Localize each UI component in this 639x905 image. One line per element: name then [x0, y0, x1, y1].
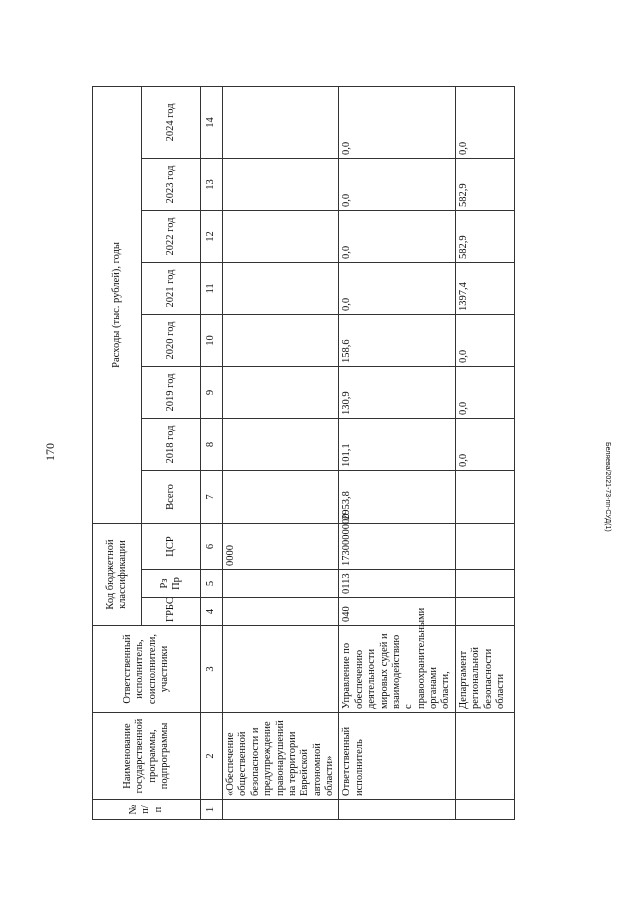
cell-2024: 0,0 — [455, 86, 514, 158]
cell-2021 — [223, 262, 339, 314]
col-num: 9 — [201, 366, 223, 418]
header-name: Наименование государственной программы, подпрограммы — [93, 713, 201, 800]
table-row — [455, 86, 514, 819]
col-num: 3 — [201, 626, 223, 713]
cell-responsible — [223, 626, 339, 713]
cell-no — [339, 800, 455, 820]
col-num: 4 — [201, 598, 223, 626]
cell-name: Ответственный исполнитель — [339, 713, 455, 800]
cell-grbs — [455, 598, 514, 626]
cell-2022: 0,0 — [339, 210, 455, 262]
cell-2020: 0,0 — [455, 314, 514, 366]
header-responsible: Ответственный исполнитель, соисполнители, участники — [93, 626, 201, 713]
header-2021: 2021 год — [142, 262, 201, 314]
col-num: 1 — [201, 800, 223, 820]
col-num: 6 — [201, 523, 223, 569]
rotated-table-container — [92, 87, 530, 820]
cell-no — [455, 800, 514, 820]
cell-responsible: Департамент региональной безопасности области — [455, 626, 514, 713]
header-total: Всего — [142, 470, 201, 523]
col-num: 5 — [201, 570, 223, 598]
page-number: 170 — [43, 443, 57, 461]
col-num: 11 — [201, 262, 223, 314]
cell-2024: 0,0 — [339, 86, 455, 158]
document-code: Беляева/2021-73-пп-СУД(1) — [604, 442, 611, 532]
col-num: 10 — [201, 314, 223, 366]
header-grbs: ГРБС — [142, 598, 201, 626]
cell-name: «Обеспечение общественной безопасности и предупреждение правонарушений на территории Еврейской автономной области» — [223, 713, 339, 800]
cell-no — [223, 800, 339, 820]
header-2023: 2023 год — [142, 158, 201, 210]
cell-2018: 101,1 — [339, 418, 455, 470]
header-no: № п/п — [93, 800, 201, 820]
col-num: 8 — [201, 418, 223, 470]
header-2018: 2018 год — [142, 418, 201, 470]
cell-2023: 582,9 — [455, 158, 514, 210]
header-rzpr: Рз Пр — [142, 570, 201, 598]
col-num: 13 — [201, 158, 223, 210]
col-num: 14 — [201, 86, 223, 158]
cell-2018: 0,0 — [455, 418, 514, 470]
cell-csr: 1730000000 — [339, 523, 455, 569]
header-2020: 2020 год — [142, 314, 201, 366]
cell-rz: 0113 — [339, 570, 455, 598]
header-csr: ЦСР — [142, 523, 201, 569]
cell-csr: 0000 — [223, 523, 339, 569]
cell-2022: 582,9 — [455, 210, 514, 262]
cell-2019: 0,0 — [455, 366, 514, 418]
header-2022: 2022 год — [142, 210, 201, 262]
cell-rz — [223, 570, 339, 598]
header-expenses: Расходы (тыс. рублей), годы — [93, 86, 142, 523]
cell-grbs — [223, 598, 339, 626]
header-row-1 — [93, 86, 142, 819]
table-row — [339, 86, 455, 819]
cell-total — [455, 470, 514, 523]
col-num: 12 — [201, 210, 223, 262]
column-number-row — [201, 86, 223, 819]
col-num: 7 — [201, 470, 223, 523]
cell-name — [455, 713, 514, 800]
cell-2021: 0,0 — [339, 262, 455, 314]
cell-total: 2953,8 — [339, 470, 455, 523]
cell-2018 — [223, 418, 339, 470]
cell-2020: 158,6 — [339, 314, 455, 366]
cell-csr — [455, 523, 514, 569]
header-budget-code: Код бюджетной классификации — [93, 523, 142, 625]
header-2019: 2019 год — [142, 366, 201, 418]
expenses-table — [92, 86, 515, 820]
cell-2020 — [223, 314, 339, 366]
cell-2019: 130,9 — [339, 366, 455, 418]
cell-total — [223, 470, 339, 523]
cell-2019 — [223, 366, 339, 418]
cell-2024 — [223, 86, 339, 158]
header-2024: 2024 год — [142, 86, 201, 158]
cell-grbs: 040 — [339, 598, 455, 626]
cell-2023: 0,0 — [339, 158, 455, 210]
cell-2023 — [223, 158, 339, 210]
cell-2022 — [223, 210, 339, 262]
cell-responsible: Управление по обеспечению деятельности мировых судей и взаимодействию с правоохранительными органами области, — [339, 626, 455, 713]
cell-rz — [455, 570, 514, 598]
table-row — [223, 86, 339, 819]
col-num: 2 — [201, 713, 223, 800]
cell-2021: 1397,4 — [455, 262, 514, 314]
